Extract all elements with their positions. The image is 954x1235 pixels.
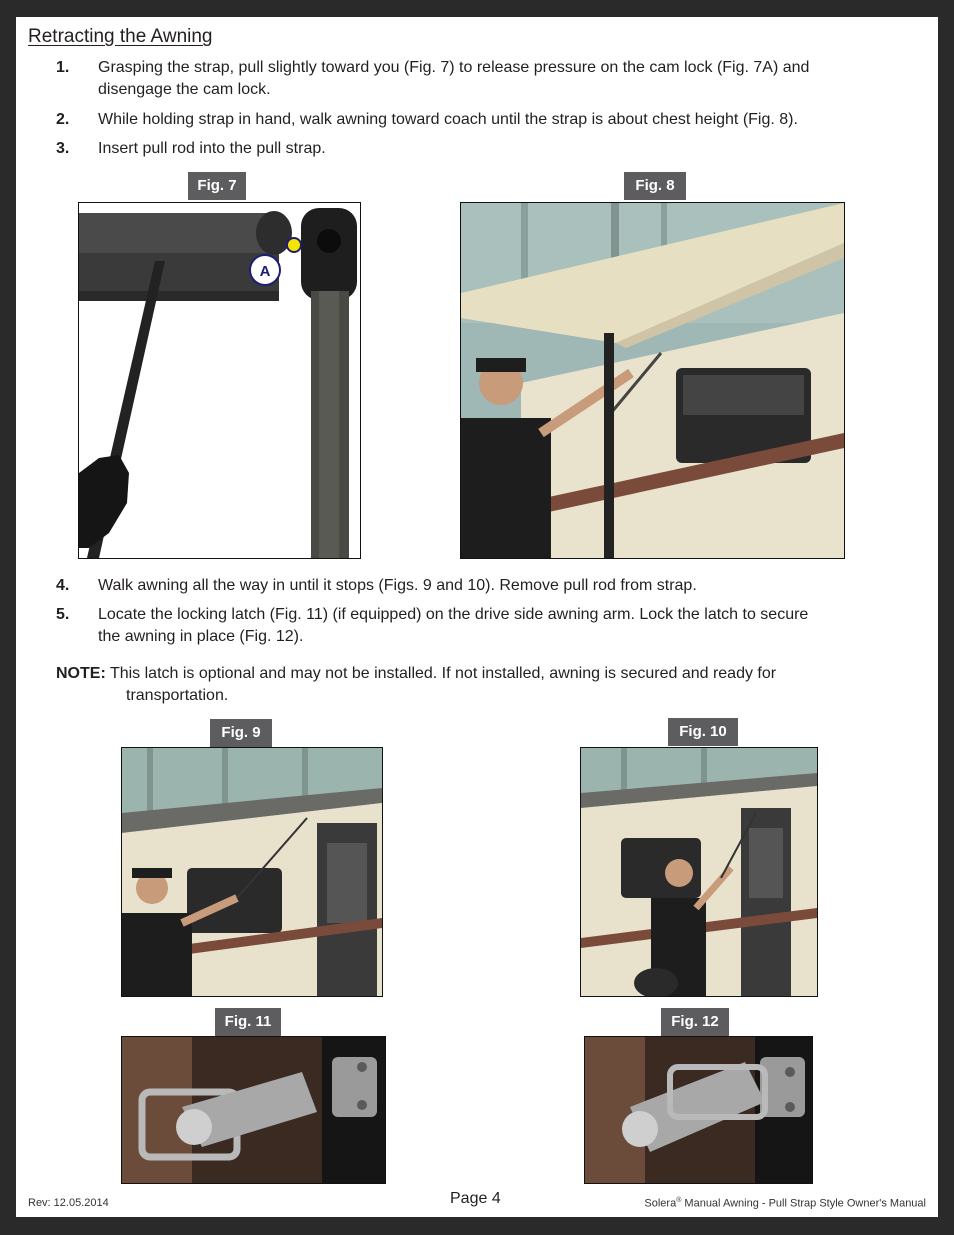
fig-9-label: Fig. 9 bbox=[210, 719, 272, 747]
fig-12-label: Fig. 12 bbox=[661, 1008, 729, 1036]
fig-7-illustration bbox=[79, 203, 360, 558]
fig-10-photo bbox=[580, 747, 818, 997]
note-label: NOTE: bbox=[56, 665, 106, 682]
fig-7-label: Fig. 7 bbox=[188, 172, 246, 200]
fig-8-label: Fig. 8 bbox=[624, 172, 686, 200]
note-text: This latch is optional and may not be installed. If not installed, awning is secured and ready for bbox=[109, 665, 777, 682]
callout-a: A bbox=[259, 263, 271, 280]
footer-revision: Rev: 12.05.2014 bbox=[28, 1197, 109, 1209]
fig-10-label: Fig. 10 bbox=[668, 718, 738, 746]
step-number: 1. bbox=[56, 59, 70, 76]
step-text: Grasping the strap, pull slightly toward you (Fig. 7) to release pressure on the cam lock (Fig. 7A) and disengage the cam lock. bbox=[98, 59, 810, 98]
fig-9-photo bbox=[121, 747, 383, 997]
note-text-cont: transportation. bbox=[126, 687, 229, 704]
section-title: Retracting the Awning bbox=[28, 26, 213, 47]
step-number: 5. bbox=[56, 606, 70, 623]
manual-page bbox=[16, 17, 938, 1217]
fig-12-photo bbox=[584, 1036, 813, 1184]
step-number: 4. bbox=[56, 577, 70, 594]
step-text: Walk awning all the way in until it stops (Figs. 9 and 10). Remove pull rod from strap. bbox=[98, 577, 697, 594]
step-text: Insert pull rod into the pull strap. bbox=[98, 140, 326, 157]
footer-manual-title: Solera® Manual Awning - Pull Strap Style Owner's Manual bbox=[644, 1197, 926, 1210]
fig-11-photo bbox=[121, 1036, 386, 1184]
fig-11-label: Fig. 11 bbox=[215, 1008, 281, 1036]
step-text: Locate the locking latch (Fig. 11) (if equipped) on the drive side awning arm. Lock the latch to secure the awning in place (Fig. 12). bbox=[98, 606, 809, 645]
note bbox=[56, 663, 876, 707]
step-number: 2. bbox=[56, 111, 70, 128]
step-number: 3. bbox=[56, 140, 70, 157]
fig-8-photo bbox=[460, 202, 845, 559]
step-text: While holding strap in hand, walk awning toward coach until the strap is about chest height (Fig. 8). bbox=[98, 111, 798, 128]
footer-page-number: Page 4 bbox=[450, 1190, 501, 1207]
fig-7-photo bbox=[78, 202, 361, 559]
